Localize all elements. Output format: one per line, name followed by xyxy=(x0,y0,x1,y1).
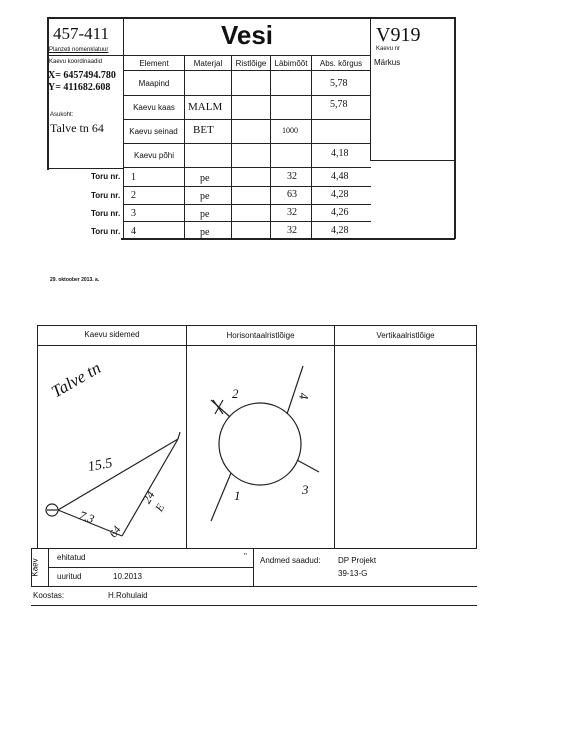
nomenclature-label: Planzeti nomenklatuur xyxy=(49,47,109,53)
pipe-material: pe xyxy=(200,191,210,202)
row-element: Kaevu seinad xyxy=(129,127,178,136)
street-handwriting: Talve tn xyxy=(48,358,104,402)
pipe-label: Toru nr. xyxy=(91,172,121,181)
col-header-height: Abs. kõrgus xyxy=(319,58,363,68)
col-header-diameter: Läbimõõt xyxy=(274,58,308,68)
author-label: Koostas: xyxy=(33,591,65,600)
cross-section-drawing xyxy=(187,346,334,548)
row-element: Kaevu kaas xyxy=(133,103,175,112)
coord-y: Y= 411682.608 xyxy=(48,82,111,93)
coord-x: X= 6457494.780 xyxy=(48,70,116,81)
pipe-diameter: 63 xyxy=(287,189,297,200)
row-element: Kaevu põhi xyxy=(133,151,175,160)
row-diameter: 1000 xyxy=(282,126,298,135)
pipe-number: 1 xyxy=(131,172,136,183)
pipe-label: Toru nr. xyxy=(91,209,121,218)
pipe-label-3: 3 xyxy=(302,482,309,497)
page-title: Vesi xyxy=(220,20,274,50)
measure-b: 7.3 xyxy=(77,507,97,527)
pipe-diameter: 32 xyxy=(287,207,297,218)
source-code: 39-13-G xyxy=(338,569,368,578)
pipe-height: 4,48 xyxy=(331,171,349,182)
col-title-vertical: Vertikaalristlõige xyxy=(376,331,435,340)
pipe-diameter: 32 xyxy=(287,225,297,236)
well-number-label: Kaevu nr xyxy=(376,46,401,52)
measure-c-suffix: E xyxy=(153,502,168,514)
measure-d: 64 xyxy=(107,524,124,540)
pipe-label-2: 2 xyxy=(232,386,239,401)
row-height: 5,78 xyxy=(330,78,348,89)
author-value: H.Rohulaid xyxy=(108,591,148,600)
side-label: Kaev xyxy=(30,558,40,577)
pipe-number: 2 xyxy=(131,190,136,201)
pipe-height: 4,26 xyxy=(331,207,349,218)
measure-a: 15.5 xyxy=(86,455,114,476)
pipe-label: Toru nr. xyxy=(91,227,121,236)
source-label: Andmed saadud: xyxy=(260,556,321,565)
pipe-material: pe xyxy=(200,227,210,238)
pipe-material: pe xyxy=(200,209,210,220)
surveyed-label: uuritud xyxy=(57,572,82,581)
pipe-number: 3 xyxy=(131,208,136,219)
pipe-diameter: 32 xyxy=(287,171,297,182)
surveyed-value: 10.2013 xyxy=(113,572,142,581)
built-value: " xyxy=(244,552,247,561)
well-number: V919 xyxy=(376,24,421,46)
pipe-material: pe xyxy=(200,173,210,184)
date-note: 29. oktoober 2013. a. xyxy=(50,277,100,283)
coords-label: Kaevu koordinaadid xyxy=(49,59,103,65)
pipe-label-1: 1 xyxy=(234,488,241,503)
row-height: 5,78 xyxy=(330,99,348,110)
pipe-number: 4 xyxy=(131,226,136,237)
row-material: MALM xyxy=(188,101,223,113)
col-header-element: Element xyxy=(139,58,169,68)
source-value: DP Projekt xyxy=(338,556,377,565)
col-header-section: Ristlõige xyxy=(235,58,267,68)
location-value: Talve tn 64 xyxy=(50,121,104,135)
row-height: 4,18 xyxy=(331,148,349,159)
col-title-horizontal: Horisontaalristlõige xyxy=(226,331,295,340)
col-header-material: Materjal xyxy=(193,58,223,68)
nomenclature-value: 457-411 xyxy=(53,24,110,43)
col-header-notes: Märkus xyxy=(374,58,401,67)
pipe-label: Toru nr. xyxy=(91,191,121,200)
row-element: Maapind xyxy=(138,78,170,88)
pipe-height: 4,28 xyxy=(331,189,349,200)
measure-c: 24 xyxy=(139,488,158,506)
ties-sketch xyxy=(38,346,186,548)
col-title-ties: Kaevu sidemed xyxy=(84,330,140,339)
built-label: ehitatud xyxy=(57,553,86,562)
pipe-height: 4,28 xyxy=(331,225,349,236)
pipe-label-4: 4 xyxy=(296,392,312,400)
location-label: Asukoht: xyxy=(50,112,74,118)
row-material: BET xyxy=(193,124,214,136)
